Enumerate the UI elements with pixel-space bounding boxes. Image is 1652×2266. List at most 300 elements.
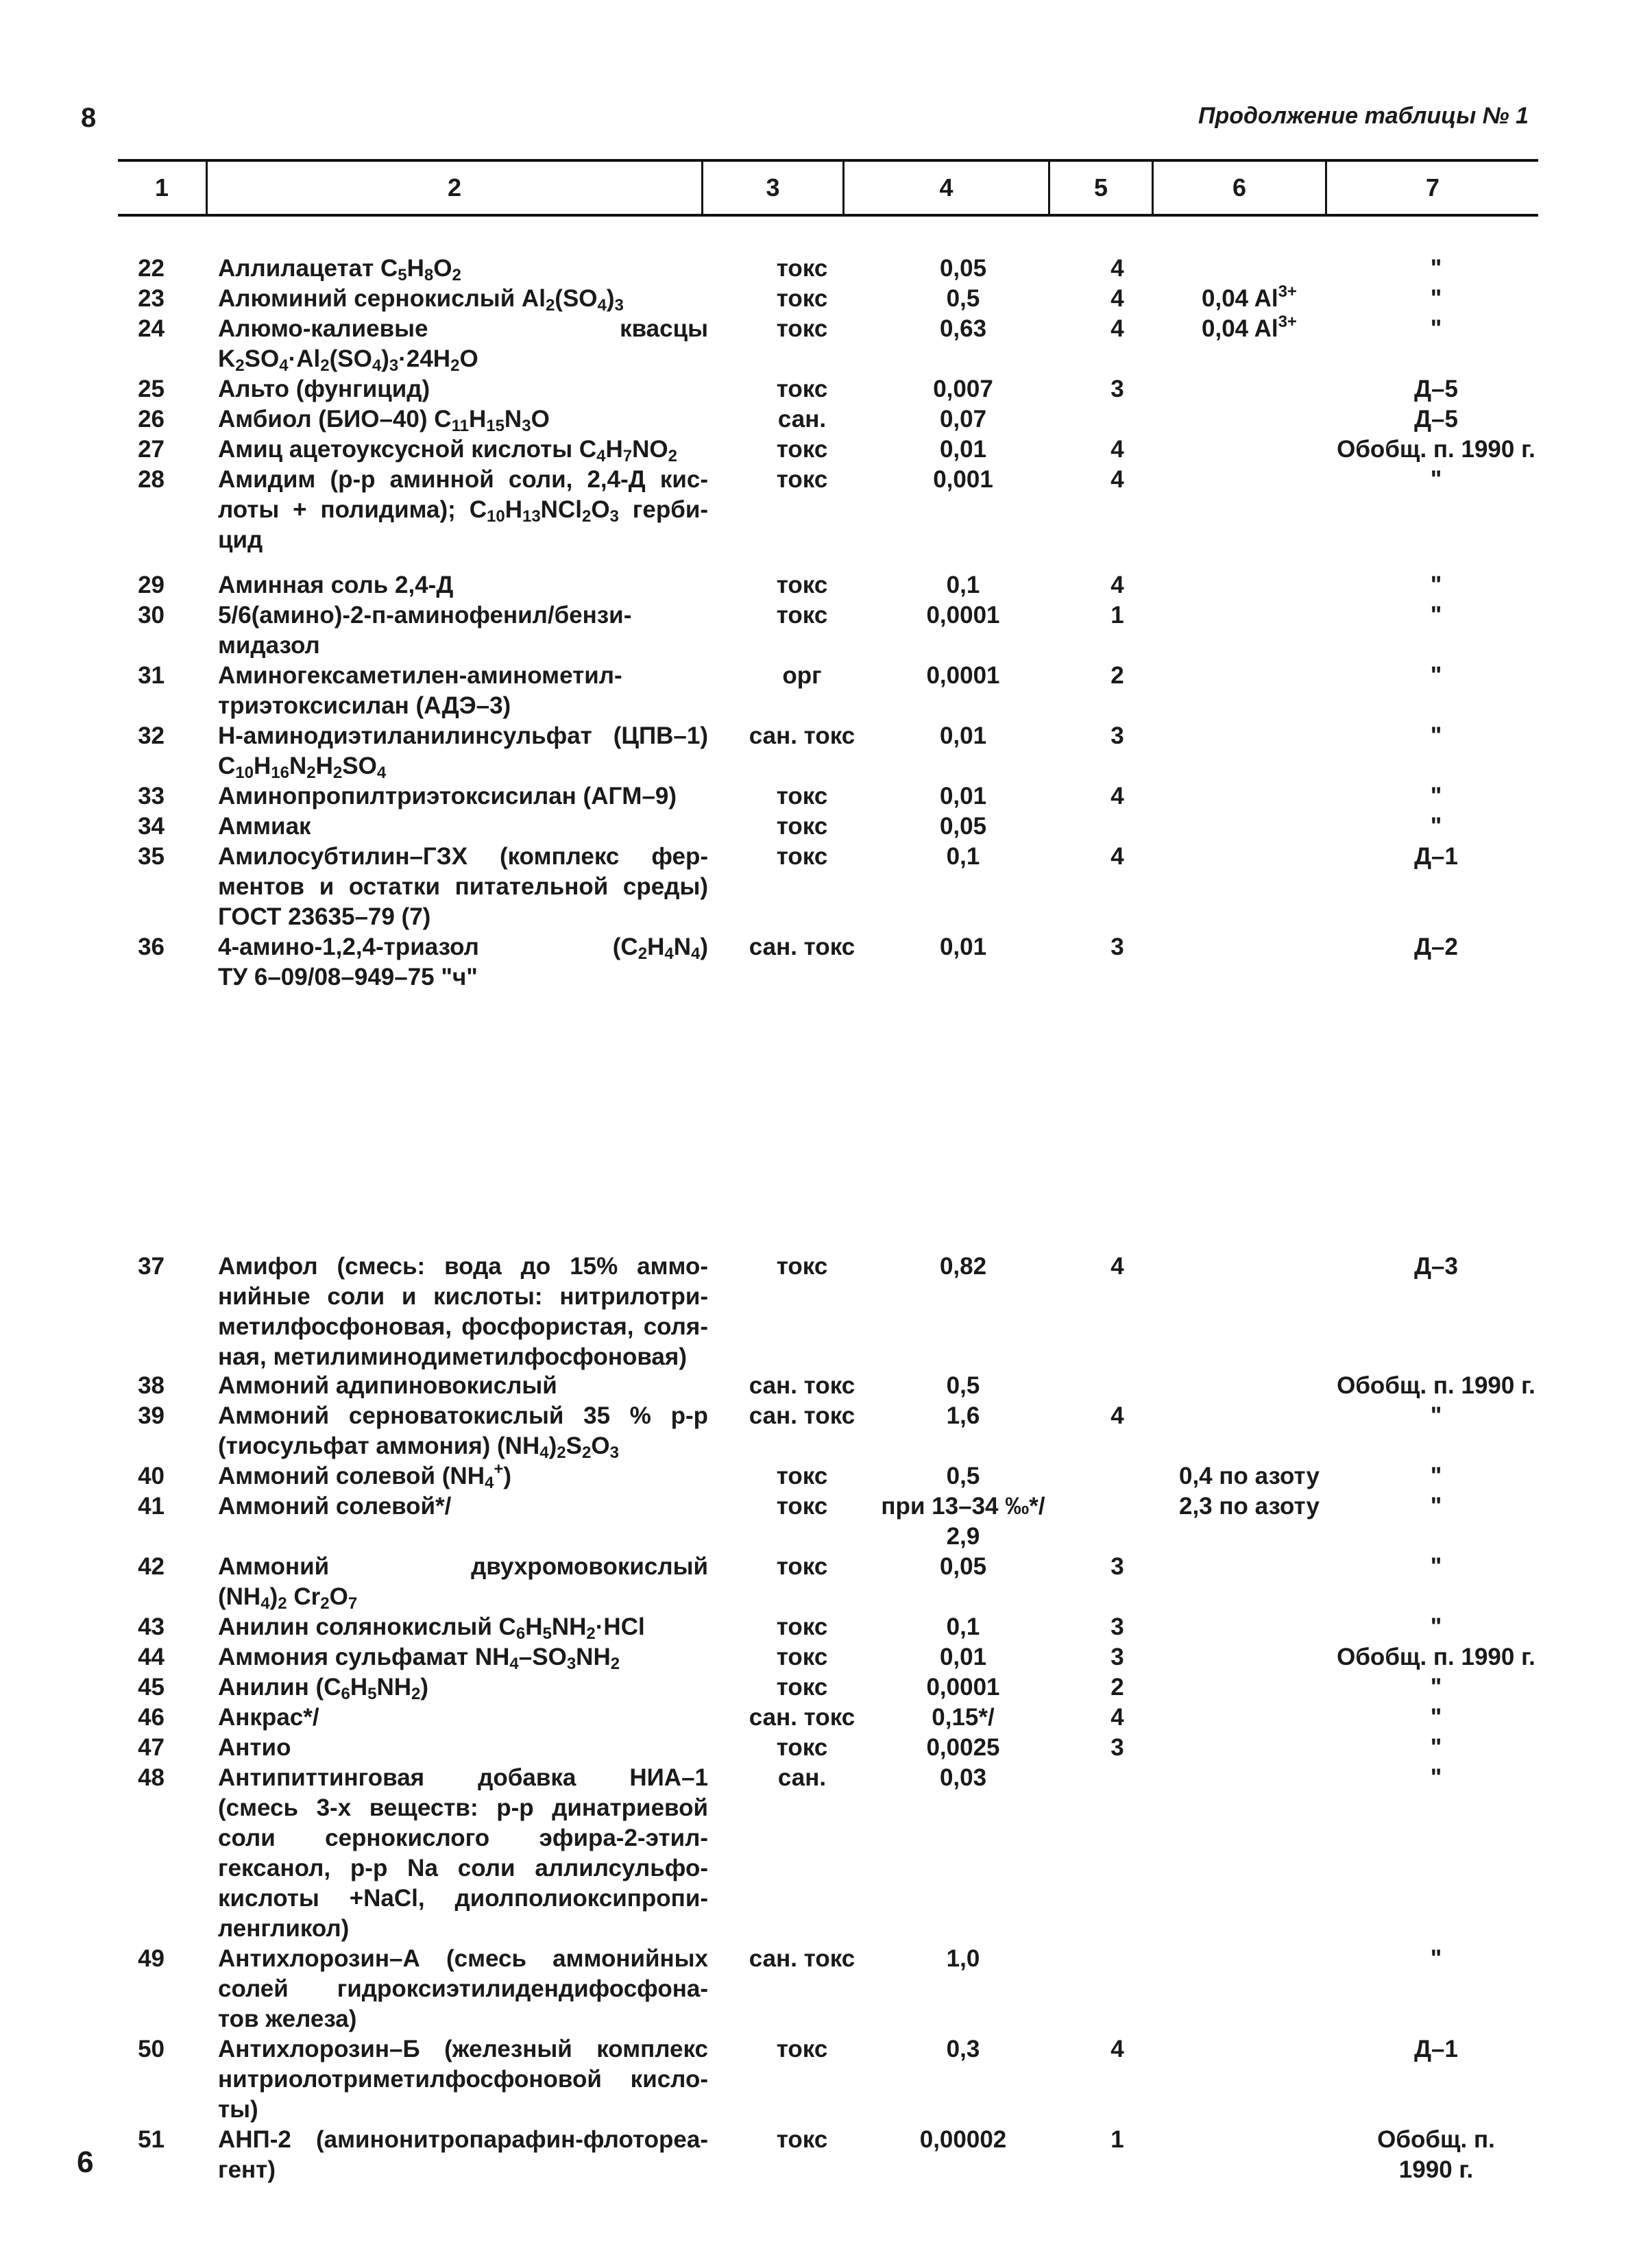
concentration-value-line: 0,1 [946,843,980,870]
concentration-value-line: 0,05 [939,1553,987,1580]
substance-name-line: Анилин $(C_6H_5NH_2)$ [218,1674,429,1703]
reference-source-line: Обобщ. п. [1377,2126,1495,2153]
reference-source [1326,1672,1546,1703]
reference-source-line: " [1430,1704,1442,1731]
row-number-line: 48 [138,1764,165,1791]
hazard-class-line: 3 [1110,934,1124,960]
reference-source-line: " [1430,662,1442,689]
row-number-line: 34 [138,813,165,840]
concentration-value-line: 0,07 [939,406,987,433]
concentration-value [857,1672,1069,1703]
substance-name-line: 4-амино-1,2,4-триазол $(C_2H_4N_4)$ [218,934,708,963]
reference-source [1326,1552,1546,1582]
header-col-4: 4 [939,173,953,202]
row-number [103,661,165,691]
hazard-class [1069,254,1165,284]
substance-name [218,842,708,932]
row-number-line: 42 [138,1553,165,1580]
row-number-line: 50 [138,2036,165,2062]
substance-name-line: Алюмо-калиевые квасцы [218,315,708,342]
row-number-line: 51 [138,2126,165,2153]
substance-name [218,435,708,465]
substance-name-line: соли сернокислого эфира-2-этил- [218,1825,708,1851]
concentration-value [857,570,1069,600]
substance-name-line: Аммония сульфамат $NH_4-SO_3NH_2$ [218,1644,620,1673]
page-number-top: 8 [81,103,97,133]
hazard-indicator-line: токс [776,376,828,402]
concentration-value-line: 0,5 [946,285,980,312]
substance-name-line: Антихлорозин–А (смесь аммонийных [218,1945,708,1972]
reference-source [1326,1642,1546,1672]
reference-source [1326,314,1546,344]
reference-source [1326,600,1546,631]
hazard-class [1069,2125,1165,2155]
hazard-class [1069,1552,1165,1582]
row-number [103,1642,165,1672]
hazard-class-line: 1 [1110,602,1124,629]
hazard-indicator-line: токс [776,1674,828,1701]
substance-name [218,1703,708,1733]
concentration-value [857,1552,1069,1582]
concentration-value-line: 0,1 [946,1613,980,1640]
hazard-indicator-line: токс [776,813,828,840]
row-number [103,600,165,631]
hazard-class [1069,465,1165,495]
row-number [103,404,165,435]
hazard-class [1069,1252,1165,1282]
row-number-line: 45 [138,1674,165,1701]
substance-name [218,1672,708,1703]
row-number-line: 46 [138,1704,165,1731]
substance-name [218,1371,708,1401]
substance-name-line: Антипиттинговая добавка НИА–1 [218,1764,708,1791]
concentration-value [857,1612,1069,1642]
hazard-indicator-line: токс [776,1553,828,1580]
reference-source-line: " [1430,315,1442,342]
hazard-class-line: 4 [1110,1402,1124,1429]
substance-name-line: Аминогексаметилен-аминометил- [218,662,622,689]
reference-source [1326,812,1546,842]
concentration-value-line: 0,01 [939,934,987,960]
substance-name [218,661,708,721]
concentration-value-line: 0,03 [939,1764,987,1791]
header-col-1: 1 [154,173,169,202]
substance-name-line: Анилин солянокислый $C_6H_5NH_2\cdot HCl$ [218,1613,645,1643]
substance-name-line: Аммиак [218,813,311,840]
substance-name [218,1491,708,1522]
reference-source [1326,1371,1546,1401]
substance-name-line: АНП-2 (аминонитропарафин-флоторea- [218,2126,708,2153]
reference-source [1326,1703,1546,1733]
substance-name [218,1944,708,2034]
row-number-line: 22 [138,255,165,282]
hazard-indicator-line: токс [776,285,828,312]
concentration-value [857,1491,1069,1552]
row-number [103,2034,165,2064]
reference-source-line: " [1430,813,1442,840]
hazard-indicator-line: токс [776,466,828,493]
hazard-indicator-line: токс [776,1253,828,1280]
header-col-7: 7 [1425,173,1440,202]
reference-source-line: " [1430,1463,1442,1489]
reference-source-line: Д–3 [1414,1253,1458,1280]
hazard-class-line: 4 [1110,1704,1124,1731]
hazard-class-line: 3 [1110,1644,1124,1670]
substance-name-line: гент) [218,2156,276,2183]
substance-name-line: (тиосульфат аммония) $(NH_4)_2S_2O_3$ [218,1433,619,1462]
hazard-class-line: 4 [1110,255,1124,282]
concentration-value [857,1401,1069,1431]
row-number [103,374,165,404]
row-number [103,1461,165,1491]
conversion-note [1158,284,1340,314]
reference-source [1326,842,1546,872]
substance-name-line: ТУ 6–09/08–949–75 "ч" [218,964,478,990]
hazard-class-line: 4 [1110,2036,1124,2062]
hazard-class-line: 2 [1110,662,1124,689]
reference-source-line: " [1430,1674,1442,1701]
substance-name-line: ная, метилиминодиметилфосфоновая) [218,1343,687,1370]
concentration-value [857,1371,1069,1401]
concentration-value-line: 0,0025 [926,1734,1000,1761]
hazard-indicator-line: сан. токс [749,1704,855,1731]
substance-name-line: ты) [218,2096,258,2123]
concentration-value-line: 0,1 [946,572,980,598]
concentration-value [857,2034,1069,2064]
substance-name-line: Аммоний двухромовокислый [218,1553,708,1580]
hazard-indicator-line: сан. [777,1764,827,1791]
reference-source [1326,2034,1546,2064]
substance-name-line: Н-аминодиэтиланилинсульфат (ЦПВ–1) [218,722,708,749]
reference-source [1326,1944,1546,1974]
header-col-2: 2 [447,173,462,202]
reference-source [1326,721,1546,751]
hazard-indicator-line: сан. [777,406,827,433]
concentration-value-line: 0,5 [946,1463,980,1489]
concentration-value [857,661,1069,691]
row-number-line: 43 [138,1613,165,1640]
reference-source-line: Обобщ. п. 1990 г. [1337,1372,1535,1399]
row-number-line: 29 [138,572,165,598]
substance-name-line: мидазол [218,632,320,659]
row-number-line: 36 [138,934,165,960]
substance-name-line: нитриолотриметилфосфоновой кисло- [218,2066,708,2093]
hazard-indicator-line: токс [776,2126,828,2153]
row-number [103,2125,165,2155]
row-number-line: 33 [138,783,165,809]
row-number-line: 38 [138,1372,165,1399]
hazard-indicator-line: сан. токс [749,1402,855,1429]
hazard-indicator-line: сан. токс [749,1372,855,1399]
substance-name-line: Антио [218,1734,291,1761]
reference-source [1326,1763,1546,1793]
row-number [103,1703,165,1733]
concentration-value [857,1252,1069,1282]
substance-name [218,1552,708,1612]
substance-name-line: гексанол, р-р Na соли аллилсульфо- [218,1855,708,1881]
hazard-class [1069,1401,1165,1431]
hazard-class-line: 2 [1110,1674,1124,1701]
hazard-class [1069,600,1165,631]
substance-name-line: Аминная соль 2,4-Д [218,572,454,598]
header-col-3: 3 [766,173,780,202]
hazard-indicator-line: токс [776,1463,828,1489]
hazard-indicator-line: токс [776,1613,828,1640]
hazard-class [1069,842,1165,872]
concentration-value-line: 0,0001 [926,662,1000,689]
hazard-indicator-line: токс [776,436,828,463]
substance-name [218,1401,708,1461]
substance-name [218,570,708,600]
hazard-class [1069,435,1165,465]
hazard-class [1069,1672,1165,1703]
hazard-indicator-line: токс [776,255,828,282]
conversion-note [1158,1461,1340,1491]
row-number-line: 47 [138,1734,165,1761]
substance-name [218,1763,708,1944]
header-col-5: 5 [1093,173,1108,202]
substance-name-line: $C_{10}H_{16}N_2H_2SO_4$ [218,753,387,782]
row-number-line: 49 [138,1945,165,1972]
hazard-indicator-line: токс [776,1493,828,1520]
substance-name-line: солей гидроксиэтилидендифосфона- [218,1975,708,2002]
concentration-value [857,404,1069,435]
row-number [103,465,165,495]
row-number [103,812,165,842]
reference-source-line: 1990 г. [1398,2156,1474,2183]
reference-source-line: Д–5 [1414,406,1458,433]
concentration-value-line: 0,0001 [926,1674,1000,1701]
row-number [103,284,165,314]
row-number [103,1491,165,1522]
row-number [103,435,165,465]
reference-source-line: " [1430,722,1442,749]
row-number [103,1371,165,1401]
reference-source-line: " [1430,783,1442,809]
concentration-value-line: при 13–34 ‰*/ [881,1493,1045,1520]
substance-name-line: Аммоний адипиновокислый [218,1372,557,1399]
reference-source-line: " [1430,466,1442,493]
substance-name-line: ГОСТ 23635–79 (7) [218,903,431,930]
substance-name-line: тов железа) [218,2006,357,2032]
reference-source-line: " [1430,572,1442,598]
reference-source-line: " [1430,285,1442,312]
substance-name-line: Аммоний солевой*/ [218,1493,452,1520]
conversion-note-line: 0,04 $Al^{3+}$ [1202,282,1297,312]
substance-name-line: $K_2SO_4\cdot Al_2(SO_4)_3\cdot 24H_2O$ [218,345,478,375]
hazard-class [1069,1733,1165,1763]
reference-source-line: Обобщ. п. 1990 г. [1337,436,1535,463]
row-number [103,1672,165,1703]
row-number [103,721,165,751]
hazard-indicator-line: токс [776,2036,828,2062]
substance-name [218,1461,708,1491]
row-number-line: 24 [138,315,165,342]
concentration-value-line: 0,01 [939,722,987,749]
reference-source-line: " [1430,1613,1442,1640]
hazard-class-line: 3 [1110,376,1124,402]
hazard-class-line: 4 [1110,285,1124,312]
concentration-value [857,721,1069,751]
hazard-class [1069,284,1165,314]
concentration-value [857,842,1069,872]
hazard-class [1069,721,1165,751]
substance-name [218,1642,708,1672]
concentration-value-line: 0,01 [939,783,987,809]
concentration-value-line: 0,007 [933,376,993,402]
row-number [103,842,165,872]
conversion-note-line: 0,4 по азоту [1178,1463,1320,1489]
hazard-class-line: 4 [1110,1253,1124,1280]
substance-name-line: Аммоний солевой $(NH_4^+)$ [218,1460,511,1492]
reference-source-line: Д–1 [1414,843,1458,870]
hazard-indicator-line: токс [776,602,828,629]
row-number-line: 44 [138,1644,165,1670]
row-number [103,1612,165,1642]
reference-source [1326,1491,1546,1522]
substance-name-line: Амифол (смесь: вода до 15% аммо- [218,1253,708,1280]
reference-source [1326,1733,1546,1763]
substance-name-line: Алюминий сернокислый $Al_2(SO_4)_3$ [218,285,624,315]
reference-source [1326,284,1546,314]
row-number-line: 32 [138,722,165,749]
hazard-class-line: 4 [1110,315,1124,342]
reference-source [1326,781,1546,812]
hazard-class-line: 3 [1110,1613,1124,1640]
row-number [103,314,165,344]
concentration-value-line: 0,63 [939,315,987,342]
reference-source-line: " [1430,1402,1442,1429]
substance-name-line: 5/6(амино)-2-п-аминофенил/бензи- [218,602,632,629]
concentration-value-line: 0,0001 [926,602,1000,629]
row-number-line: 31 [138,662,165,689]
concentration-value-line: 0,00002 [919,2126,1007,2153]
concentration-value-line: 0,05 [939,813,987,840]
concentration-value [857,1944,1069,1974]
hazard-class-line: 3 [1110,1553,1124,1580]
substance-name-line: Альто (фунгицид) [218,376,430,402]
substance-name-line: Анкрас*/ [218,1704,319,1731]
hazard-class [1069,1612,1165,1642]
substance-name-line: Амилосубтилин–ГЗХ (комплекс фер- [218,843,708,870]
reference-source-line: " [1430,1945,1442,1972]
substance-name-line: Амидим (р-р аминной соли, 2,4-Д кис- [218,466,708,493]
concentration-value-line: 0,15*/ [932,1704,995,1731]
substance-name-line: триэтоксисилан (АДЭ–3) [218,692,511,719]
row-number-line: 26 [138,406,165,433]
conversion-note-line: 2,3 по азоту [1178,1493,1320,1520]
row-number-line: 40 [138,1463,165,1489]
row-number-line: 37 [138,1253,165,1280]
reference-source [1326,404,1546,435]
substance-name [218,812,708,842]
hazard-class-line: 4 [1110,783,1124,809]
row-number [103,781,165,812]
hazard-class-line: 4 [1110,436,1124,463]
concentration-value [857,465,1069,495]
substance-name-line: Аммоний серноватокислый 35 % р-р [218,1402,708,1429]
table-continuation-label: Продолжение таблицы № 1 [1198,103,1529,129]
hazard-indicator-line: токс [776,572,828,598]
reference-source-line: Д–1 [1414,2036,1458,2062]
reference-source [1326,2125,1546,2185]
hazard-indicator-line: токс [776,315,828,342]
concentration-value [857,1642,1069,1672]
substance-name-line: лоты + полидима); $C_{10}H_{13}NCl_2O_3$ герби- [218,496,708,526]
substance-name [218,465,708,555]
row-number [103,1552,165,1582]
concentration-value [857,1461,1069,1491]
reference-source-line: " [1430,255,1442,282]
concentration-value [857,781,1069,812]
substance-name-line: цид [218,526,263,553]
row-number [103,254,165,284]
substance-name [218,1612,708,1642]
concentration-value [857,932,1069,962]
row-number [103,1401,165,1431]
hazard-class [1069,570,1165,600]
concentration-value [857,314,1069,344]
concentration-value-line: 0,01 [939,1644,987,1670]
concentration-value [857,812,1069,842]
substance-name [218,314,708,374]
row-number-line: 25 [138,376,165,402]
substance-name [218,284,708,314]
hazard-class-line: 4 [1110,466,1124,493]
reference-source [1326,932,1546,962]
concentration-value-line: 0,82 [939,1253,987,1280]
hazard-class [1069,1642,1165,1672]
reference-source-line: Обобщ. п. 1990 г. [1337,1644,1535,1670]
hazard-indicator-line: сан. токс [749,1945,855,1972]
concentration-value-line: 1,0 [946,1945,980,1972]
reference-source-line: Д–5 [1414,376,1458,402]
substance-name-line: кислоты +NaCl, диолполиоксипропи- [218,1885,708,1912]
substance-name-line: Амиц ацетоуксусной кислоты $C_4H_7NO_2$ [218,436,677,465]
hazard-class [1069,314,1165,344]
row-number [103,1733,165,1763]
concentration-value [857,254,1069,284]
reference-source [1326,435,1546,465]
hazard-class-line: 4 [1110,572,1124,598]
substance-name [218,932,708,992]
concentration-value-line: 2,9 [946,1523,980,1550]
substance-name [218,404,708,435]
row-number-line: 23 [138,285,165,312]
concentration-value-line: 0,05 [939,255,987,282]
concentration-value-line: 0,01 [939,436,987,463]
concentration-value-line: 0,3 [946,2036,980,2062]
header-col-6: 6 [1232,173,1247,202]
hazard-class [1069,781,1165,812]
hazard-indicator-line: токс [776,783,828,809]
hazard-class [1069,374,1165,404]
reference-source-line: " [1430,1553,1442,1580]
hazard-indicator-line: сан. токс [749,722,855,749]
reference-source-line: " [1430,602,1442,629]
concentration-value-line: 0,5 [946,1372,980,1399]
substance-name [218,1252,708,1372]
concentration-value [857,2125,1069,2155]
reference-source [1326,570,1546,600]
substance-name-line: ленгликол) [218,1915,350,1942]
hazard-class [1069,1703,1165,1733]
substance-name [218,2125,708,2185]
concentration-value [857,1703,1069,1733]
conversion-note [1158,1491,1340,1522]
conversion-note [1158,314,1340,344]
substance-name [218,254,708,284]
